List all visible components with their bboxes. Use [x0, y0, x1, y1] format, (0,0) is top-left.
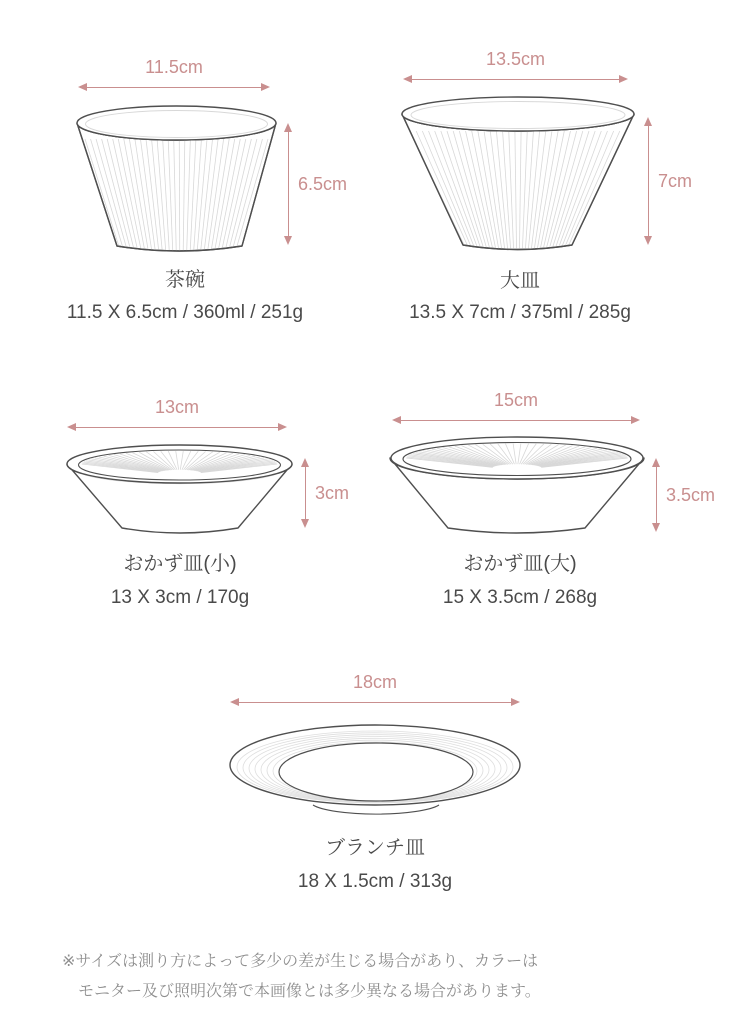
height-dimension [282, 123, 348, 245]
item-name: おかず皿(大) [463, 553, 577, 575]
height-dimension [642, 117, 693, 245]
height-dimension-label: 6.5cm [298, 174, 348, 194]
arrow-line [80, 87, 268, 88]
arrow-line [405, 79, 626, 80]
item-name: ブランチ皿 [325, 837, 425, 859]
disclaimer-note [62, 947, 541, 1007]
item-specs: 11.5 X 6.5cm / 360ml / 251g [66, 302, 304, 323]
width-arrow [230, 696, 520, 708]
arrow-line [69, 427, 285, 428]
width-dimension-label: 13cm [154, 397, 199, 417]
item-specs: 13 X 3cm / 170g [110, 587, 250, 608]
width-dimension-label: 11.5cm [145, 57, 203, 77]
item-name: おかず皿(小) [123, 553, 237, 575]
item-specs: 15 X 3.5cm / 268g [442, 587, 598, 608]
disclaimer-line-1: ※サイズは測り方によって多少の差が生じる場合があり、カラーは [62, 953, 539, 970]
plate-drawing [227, 712, 523, 824]
width-dimension [392, 390, 640, 426]
arrow-line [305, 461, 306, 525]
width-dimension [67, 397, 287, 433]
item-name: 大皿 [500, 270, 540, 292]
height-dimension-label: 7cm [658, 171, 693, 191]
height-dimension [650, 458, 716, 532]
width-dimension [403, 49, 628, 85]
arrow-line [232, 702, 518, 703]
item-specs: 18 X 1.5cm / 313g [297, 871, 453, 892]
shallow-bowl-drawing [64, 437, 295, 540]
width-dimension-label: 13.5cm [485, 49, 546, 69]
height-dimension [299, 458, 350, 528]
width-arrow [392, 414, 640, 426]
disclaimer-line-2: モニター及び照明次第で本画像とは多少異なる場合があります。 [78, 983, 541, 1000]
width-arrow [67, 421, 287, 433]
item-specs: 13.5 X 7cm / 375ml / 285g [409, 302, 631, 323]
width-dimension [230, 672, 520, 708]
arrow-line [288, 126, 289, 242]
width-dimension-label: 15cm [493, 390, 538, 410]
shallow-bowl-drawing [388, 432, 646, 540]
arrow-line [394, 420, 638, 421]
width-arrow [403, 73, 628, 85]
bowl-drawing [400, 93, 636, 257]
height-dimension-label: 3cm [315, 483, 350, 503]
width-dimension [78, 57, 270, 93]
width-arrow [78, 81, 270, 93]
item-name: 茶碗 [165, 269, 205, 291]
width-dimension-label: 18cm [352, 672, 397, 692]
arrow-line [656, 461, 657, 529]
height-dimension-label: 3.5cm [666, 485, 716, 505]
bowl-drawing [75, 105, 278, 258]
arrow-line [648, 120, 649, 242]
